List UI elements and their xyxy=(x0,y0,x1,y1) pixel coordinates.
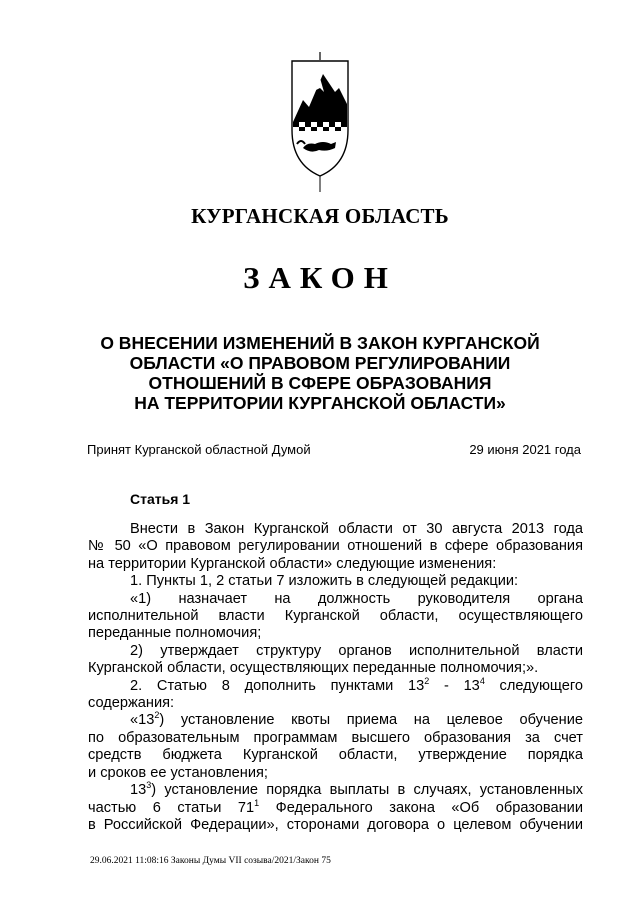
adopting-body: Принят Курганской областной Думой xyxy=(87,442,311,457)
body-line: на территории Курганской области» следующие изменения: xyxy=(88,555,497,572)
body-line: 2) утверждает структуру органов исполнительной власти xyxy=(130,642,583,659)
body-line: «1) назначает на должность руководителя органа xyxy=(130,590,583,607)
document-type: ЗАКОН xyxy=(243,260,397,295)
law-title-line: НА ТЕРРИТОРИИ КУРГАНСКОЙ ОБЛАСТИ» xyxy=(134,393,506,413)
body-line: средств бюджета Курганской области, утверждение порядка xyxy=(88,747,583,764)
text-run: «13 xyxy=(130,712,155,729)
document-footer: 29.06.2021 11:08:16 Законы Думы VII созыва/2021/Закон 75 xyxy=(90,856,331,866)
body-line: № 50 «О правовом регулировании отношений в сфере образования xyxy=(88,538,583,555)
law-title-line: ОТНОШЕНИЙ В СФЕРЕ ОБРАЗОВАНИЯ xyxy=(148,373,492,393)
law-title-line: О ВНЕСЕНИИ ИЗМЕНЕНИЙ В ЗАКОН КУРГАНСКОЙ xyxy=(100,333,540,353)
text-run: - 13 xyxy=(429,677,480,694)
body-line: 1. Пункты 1, 2 статьи 7 изложить в следующей редакции: xyxy=(130,573,519,590)
body-line: в Российской Федерации», сторонами договора о целевом обучении xyxy=(88,816,583,833)
body-line: содержания: xyxy=(88,695,175,712)
law-title-line: ОБЛАСТИ «О ПРАВОВОМ РЕГУЛИРОВАНИИ xyxy=(129,353,511,373)
body-line xyxy=(88,782,583,799)
text-run: частью 6 статьи 71 xyxy=(88,799,255,816)
article-body xyxy=(88,521,583,834)
adoption-date: 29 июня 2021 года xyxy=(469,442,581,457)
text-run: Федерального закона «Об образовании xyxy=(259,799,583,816)
body-line: и сроков ее установления; xyxy=(88,764,268,781)
text-run: ) установление порядка выплаты в случаях, установленных xyxy=(151,782,583,799)
text-run: следующего xyxy=(484,677,584,694)
article-heading: Статья 1 xyxy=(130,491,191,507)
text-run: 13 xyxy=(130,782,147,799)
superscript: 2 xyxy=(154,710,160,721)
body-line xyxy=(88,675,584,695)
body-line: по образовательным программам высшего образования за счет xyxy=(88,729,583,746)
adoption-row xyxy=(87,442,581,457)
superscript: 2 xyxy=(424,675,430,686)
law-title xyxy=(60,333,580,413)
superscript: 3 xyxy=(146,780,152,791)
body-line: Курганской области, осуществляющих переданные полномочия;». xyxy=(88,660,539,677)
body-line xyxy=(88,712,583,729)
region-name: КУРГАНСКАЯ ОБЛАСТЬ xyxy=(191,204,449,228)
body-line: исполнительной власти Курганской области, осуществляющего xyxy=(88,608,583,625)
body-line: переданные полномочия; xyxy=(88,625,262,642)
body-line: Внести в Закон Курганской области от 30 августа 2013 года xyxy=(130,521,583,537)
superscript: 4 xyxy=(479,675,485,686)
text-run: 2. Статью 8 дополнить пунктами 13 xyxy=(130,677,425,694)
superscript: 1 xyxy=(254,797,260,808)
body-line xyxy=(88,797,583,817)
coat-of-arms-emblem xyxy=(289,52,351,197)
text-run: ) установление квоты приема на целевое обучение xyxy=(159,712,583,729)
